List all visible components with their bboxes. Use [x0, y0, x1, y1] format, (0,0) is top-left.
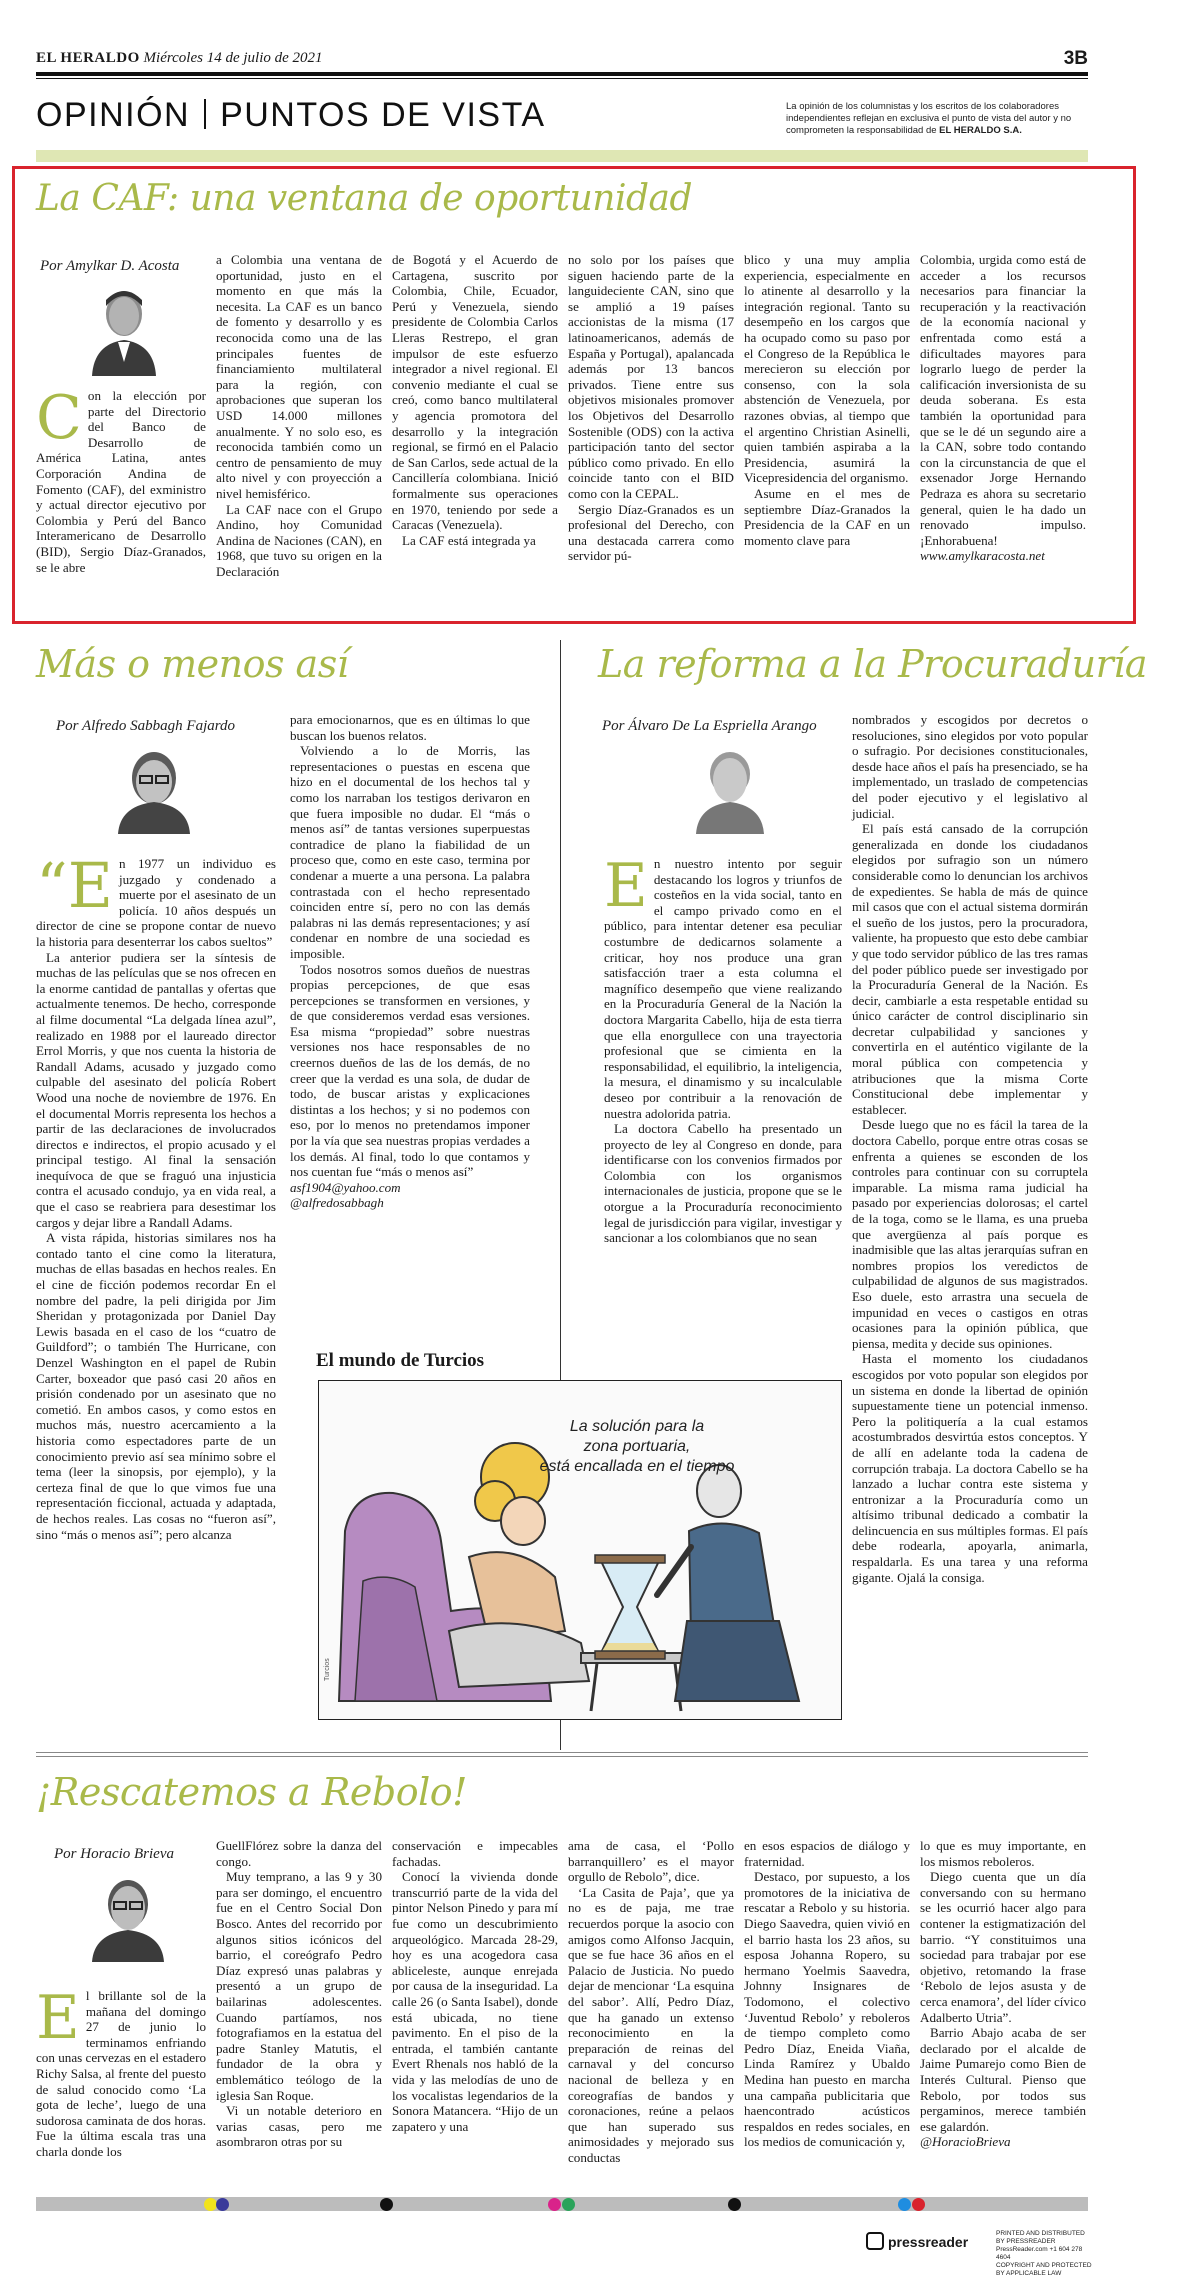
section-accent-bar — [36, 150, 1088, 162]
rebolo-signature: @HoracioBrieva — [920, 2134, 1011, 2150]
rebolo-column-2: GuellFlórez sobre la danza del congo. Muy temprano, a las 9 y 30 para ser domingo, el encuentro fue en el Centro Social Don Bosco. Antes del recorrido por algunos sitios icónicos del barrio, el coreógrafo Pedro Díaz expresó unas palabras y presentó a un grupo de bailarinas adolescentes. Cuando partíamos, nos fotografiamos en la estatua del padre Stanley Matutis, el fundador de la obra y emblemático teólogo de la iglesia San Roque. Vi un notable deterioro en varias casas, pero me asombraron otras por su — [216, 1838, 382, 2150]
author-portrait-brieva — [86, 1868, 170, 1962]
pressreader-info: PRINTED AND DISTRIBUTED BY PRESSREADER PressReader.com +1 604 278 4604 COPYRIGHT AND PROTECTED BY APPLICABLE LAW — [996, 2230, 1092, 2277]
pressreader-icon — [866, 2232, 884, 2250]
header-rule-thin — [36, 78, 1088, 79]
mas-handle: @alfredosabbagh — [290, 1195, 384, 1211]
caf-column-6: Colombia, urgida como está de acceder a los recursos necesarios para financiar la recuperación y la reactivación de la economía nacional y enfrentada como está a dificultades mayores para lograrlo luego de perder la calificación inversionista de su deuda soberana. Es esta también la oportunidad para que se le dé un segundo aire a la CAN, sobre todo contando con la circunstancia de que el exsenador Jorge Hernando Pedraza es ahora su secretario general, quien le ha dado un renovado impulso. ¡Enhorabuena! www.amylkaracosta.net — [920, 252, 1086, 564]
author-portrait-sabbagh — [112, 740, 196, 834]
masthead — [36, 50, 323, 67]
caf-column-1: Con la elección por parte del Directorio del Banco de Desarrollo de América Latina, antes Corporación Andina de Fomento (CAF), del exministro y actual director ejecutivo por Colombia y Perú del Banco Interamericano de Desarrollo (BID), Sergio Díaz-Granados, se le abre — [36, 383, 206, 575]
procuraduria-headline: La reforma a la Procuraduría — [598, 642, 1148, 686]
rebolo-column-1: El brillante sol de la mañana del domingo 27 de junio lo terminamos enfriando con unas cervezas en el estadero Richy Salsa, al frente del puesto de salud conocido como ‘La gota de leche’, luego de una sudorosa caminata de dos horas. Fue la última escala tras una charla donde los — [36, 1983, 206, 2159]
caf-column-4: no solo por los países que siguen haciendo parte de la languideciente CAN, sino que se amplió a 19 países accionistas de la misma (17 latinoamericanos, además de España y Portugal), apalancada además por 13 bancos privados. Tiene entre sus objetivos misionales promover los Objetivos del Desarrollo Sostenible (ODS) con la activa participación tanto del sector público como privado. En ello coincide tanto con el BID como con la CEPAL. Sergio Díaz-Granados es un profesional del Derecho, con una destacada carrera como servidor pú- — [568, 252, 734, 564]
mas-column-1: “E n 1977 un individuo es juzgado y condenado a muerte por el asesinato de un policía. 10 años después un director de cine se propone contar de nuevo la historia para desenterrar los cabos sueltos” La anterior pudiera ser la síntesis de muchas de las películas que se nos ofrecen en la enorme cantidad de pantallas y ofertas que actualmente tenemos. De hecho, corresponde al filme documental “La delgada línea azul”, realizado en 1988 por el laureado director Errol Morris, y que nos cuenta la historia de Randall Adams, acusado y juzgado como culpable del asesinato del policía Robert Wood una noche de noviembre de 1976. En el documental Morris representa los hechos a partir de las declaraciones de involucrados directos e indirectos, el propio acusado y el principal testigo. Al final la sensación inequívoca de que se fraguó una injusticia contra el acusado condujo, ya en vida real, a que el caso se reabriera para desestimar los cargos y dejar libre a Randall Adams. A vista rápida, historias similares nos ha contado tanto el cine como la literatura, muchas de ellas basadas en hechos reales. En el cine de ficción podemos recordar En el nombre del padre, la peli dirigida por Jim Sheridan y protagonizada por Daniel Day Lewis basada en el caso de los “cuatro de Guildford”; o también The Hurricane, con Denzel Washington en el papel de Rubin Carter, boxeador que pasó casi 20 años en prisión condenado por un asesinato que no cometió. En ambos casos, y como estos en muchos más, nuestro acercamiento a la historia como espectadores parte de un conocimiento previo así sea mínimo sobre el tema (leer la sinopsis, por ejemplo), y la certeza final de que lo que vimos fue una representación ficcional, actuada y adaptada, de hechos reales. Las cosas no “fueron así”, sino “más o menos así”; pero alcanza — [36, 849, 276, 1542]
cartoon-caption-line-3: está encallada en el tiempo — [539, 1458, 735, 1475]
caf-column-2: a Colombia una ventana de oportunidad, justo en el momento en que más la necesita. La CAF es un banco de fomento y desarrollo y es reconocida como una de las principales fuentes de financiamiento multilateral para la región, con aprobaciones que superan los USD 14.000 millones anualmente. Y no solo eso, es reconocida también como un centro de pensamiento de muy alto nivel y con proyección a nivel hemisférico. La CAF nace con el Grupo Andino, hoy Comunidad Andina de Naciones (CAN), en 1968, que tuvo su origen en la Declaración — [216, 252, 382, 579]
issue-date: Miércoles 14 de julio de 2021 — [143, 50, 323, 66]
mas-dropcap: “E — [36, 849, 113, 922]
rebolo-column-5: en esos espacios de diálogo y fraternidad. Destaco, por supuesto, a los promotores de la iniciativa de rescatar a Rebolo y su historia. Diego Saavedra, quien vivió en el barrio hasta los 23 años, su esposa Johanna Ropero, su hermano Yoelmis Saavedra, Johnny Insignares de Todomono, el colectivo ‘Juventud Rebolo’ y reboleros de tiempo completo como Pedro Díaz, Eneida Viaña, Linda Ramírez y Ubaldo Medina han puesto en marcha una campaña publicitaria que haencontrado acústicos respaldos en redes sociales, en los medios de comunicación y, — [744, 1838, 910, 2150]
subsection-name: PUNTOS DE VISTA — [220, 96, 546, 134]
mas-column-2: para emocionarnos, que es en últimas lo que buscan los buenos relatos. Volviendo a lo de Morris, las representaciones o puestas en escena que hizo en el documental de los hechos tal y como los narraban los testigos derivaron en que fuera imposible no dudar. El “más o menos así” de tantas versiones superpuestas contradice de plano la fiabilidad de un proceso que, como en este caso, termina por condenar a muerte a una persona. La palabra contrastada con el hecho representado coinciden entre sí, pero no con las demás palabras ni las demás representaciones; y así condenar en nombre de una sociedad es imposible. Todos nosotros somos dueños de nuestras propias percepciones, de que esas percepciones se transformen en versiones, y de que consideremos verdad esas versiones. Esa misma “propiedad” sobre nuestras versiones nos hace responsables de no creernos dueños de las de los demás, de no creer que la verdad es una sola, de dudar de todo, de buscar aristas y explicaciones distintas a los hechos; y si no podemos con eso, por lo menos no pretendamos imponer por la vía que sea nuestras propias verdades a los demás. Al final, todo lo que contamos y nos cuentan fue “más o menos así” asf1904@yahoo.com @alfredosabbagh — [290, 712, 530, 1211]
cartoon-signature: Turcios — [324, 1658, 331, 1681]
rebolo-column-3: conservación e impecables fachadas. Conocí la vivienda donde transcurrió parte de la vida del pintor Nelson Pinedo y para mí fue como un descubrimiento arqueológico. Marcada 28-29, hoy es una acogedora casa ablicelestе, aunque enrejada por causa de la inseguridad. La calle 26 (o Santa Isabel), donde está ubicada, no tiene pavimento. En el piso de la entrada, el también cantante Evert Rhenals nos habló de la vida y las melodías de uno de los vocalistas legendarios de la Sonora Matancera. “Hijo de un zapatero y una — [392, 1838, 558, 2134]
mas-email: asf1904@yahoo.com — [290, 1179, 401, 1195]
registration-dot-black-2 — [728, 2198, 741, 2211]
registration-dot-magenta — [548, 2198, 561, 2211]
registration-dot-blue — [216, 2198, 229, 2211]
caf-column-3: de Bogotá y el Acuerdo de Cartagena, suscrito por Colombia, Chile, Ecuador, Perú y Venezuela, siendo presidente de Colombia Carlos Lleras Restrepo, el gran impulsor de este esfuerzo integrador a nivel regional. El convenio mediante el cual se creó, como banco multilateral y agencia promotora del desarrollo y la integración regional, se firmó en el Palacio de San Carlos, sede actual de la Cancillería colombiana. Inició formalmente sus operaciones en 1970, teniendo por sede a Caracas (Venezuela). La CAF está integrada ya — [392, 252, 558, 548]
section-divider — [36, 1752, 1088, 1753]
registration-dot-green — [562, 2198, 575, 2211]
procuraduria-column-1: En nuestro intento por seguir destacando los logros y triunfos de costeños en la vida social, tanto en el campo privado como en el público, para intentar detener esa peculiar costumbre de dedicarnos solamente a criticar, hoy nos produce una gran satisfacción traer a esta columna el magnífico desempeño que viene realizando en la Procuraduría General de la Nación la doctora Margarita Cabello, hija de esta tierra que ella enorgullece con una trayectoria profesional que se cimienta en la responsabilidad, el equilibrio, la inteligencia, la mesura, el dinamismo y su incalculable deseo por contribuir a la renovación de nuestra adolorida patria. La doctora Cabello ha presentado un proyecto de ley al Congreso en donde, para identificarse con los convenios firmados por Colombia con los organismos internacionales de justicia, propone que se le otorgue a la Procuraduría reconocimiento legal de jurisdicción para vigilar, investigar y sancionar a los colombianos que no sean — [604, 851, 842, 1246]
procuraduria-dropcap: E — [604, 851, 648, 921]
paper-name: EL HERALDO — [36, 50, 140, 66]
mas-byline: Por Alfredo Sabbagh Fajardo — [56, 718, 236, 734]
caf-signature: www.amylkaracosta.net — [920, 548, 1045, 564]
header-rule — [36, 72, 1088, 76]
section-name: OPINIÓN — [36, 96, 191, 134]
mas-headline: Más o menos así — [36, 642, 349, 686]
author-portrait-espriella — [688, 740, 772, 834]
section-title — [36, 96, 546, 135]
pressreader-logo: pressreader — [866, 2232, 968, 2250]
rebolo-column-6: lo que es muy importante, en los mismos reboleros. Diego cuenta que un día conversando con su hermano se les ocurrió hacer algo para contener la estigmatización del barrio. “Y constituimos una sociedad para trabajar por ese objetivo, retomando la frase ‘Rebolo de lejos asusta y de cerca enamora’, del líder cívico Adalberto Utria”. Barrio Abajo acaba de ser declarado por el alcalde de Jaime Pumarejo como Bien de Interés Cultural. Pienso que Rebolo, por todos sus pergaminos, merece también ese galardón. @HoracioBrieva — [920, 1838, 1086, 2150]
disclaimer: La opinión de los columnistas y los escritos de los colaboradores independientes reflejan en exclusiva el punto de vista del autor y no comprometen la responsabilidad de EL HERALDO S.A. — [786, 101, 1072, 136]
rebolo-dropcap: E — [36, 1983, 80, 2053]
page-number: 3B — [1063, 48, 1088, 69]
rebolo-headline: ¡Rescatemos a Rebolo! — [36, 1770, 467, 1814]
registration-dot-cyan — [898, 2198, 911, 2211]
cartoon-caption-line-1: La solución para la — [569, 1418, 705, 1435]
procuraduria-byline: Por Álvaro De La Espriella Arango — [602, 718, 817, 734]
registration-dot-black — [380, 2198, 393, 2211]
caf-column-5: blico y una muy amplia experiencia, especialmente en lo atinente al desarrollo y la integración regional. Tanto su desempeño en los cargos que ha ocupado como su paso por el Congreso de la República le merecieron su elección por consenso, con la sola abstención de Venezuela, por razones obvias, al tiempo que el argentino Christian Asinelli, quien también aspiraba a la Presidencia, asumirá la Vicepresidencia del organismo. Asume en el mes de septiembre Díaz-Granados la Presidencia de la CAF en un momento clave para — [744, 252, 910, 548]
caf-dropcap: C — [36, 383, 82, 453]
editorial-cartoon — [318, 1380, 842, 1720]
rebolo-column-4: ama de casa, el ‘Pollo barranquillero’ es el mayor orgullo de Rebolo”, dice. ‘La Casita de Paja’, que ya no es de paja, me trae recuerdos porque la asocio con amigos como Alfonso Jacquin, que se fue hace 36 años en el Palacio de Justicia. No puedo dejar de mencionar ‘La esquina del sabor’. Allí, Pedro Díaz, que ha ganado un extenso reconocimiento en la preparación de reinas del carnaval y del concurso nacional de belleza y en coreografías de bandos y coronaciones, reúne a pelaos que han superado sus animosidades y mejorado sus conductas — [568, 1838, 734, 2165]
cartoon-illustration — [319, 1381, 841, 1719]
caf-byline: Por Amylkar D. Acosta — [40, 258, 180, 274]
cartoon-caption-line-2: zona portuaria, — [583, 1438, 691, 1455]
registration-dot-red — [912, 2198, 925, 2211]
cartoon-title: El mundo de Turcios — [316, 1350, 485, 1371]
section-divider-2 — [36, 1756, 1088, 1757]
caf-headline: La CAF: una ventana de oportunidad — [36, 178, 693, 219]
author-portrait-acosta — [84, 282, 164, 376]
procuraduria-column-2: nombrados y escogidos por decretos o resoluciones, sino elegidos por voto popular o sufragio. Por decisiones constitucionales, desde hace años el país ha presenciado, se ha implementado, un traslado de competencias del poder ejecutivo y el legislativo al judicial. El país está cansado de la corrupción generalizada en donde los ciudadanos elegidos por sufragio son un número considerable como lo denuncian los archivos de expedientes. Se habla de más de quince mil casos que con el actual sistema dormirán el sueño de los justos, pero la procuradora, valiente, ha propuesto que esto debe cambiar y que todo servidor público de las tres ramas del poder público puede ser investigado por la Procuraduría General de la Nación. Es decir, cambiarle a esta respetable entidad su único carácter de control disciplinario sin decretar culpabilidad y sanciones y convertirla en el auténtico vigilante de la moral pública con competencia y atribuciones que la misma Corte Constitucional debe implementar y establecer. Desde luego que no es fácil la tarea de la doctora Cabello, porque entre otras cosas se enfrenta a quienes se esconden de los controles para continuar con su corruptela imparable. La misma rama judicial ha pasado por experiencias dolorosas; el cartel de la toga, como se le llama, es una prueba que avergüenza al país porque es inadmisible que las altas jerarquías sufran en nombres propios los veredictos de culpabilidad de algunos de sus magistrados. Eso duele, esto arrastra una secuela de impunidad en veces o castigos en otras ocasiones para la opinión pública, que piensa, medita y decide sus opiniones. Hasta el momento los ciudadanos escogidos por voto popular son elegidos por un sistema en donde la libertad de opinión supuestamente tiene un potencial inmenso. Pero la politiquería a la cual estamos acostumbrados desvirtúa estos conceptos. Y de allí en adelante toda la cadena de corrupción trabaja. La doctora Cabello se ha lanzado a luchar contra este sistema y entronizar a la Procuraduría como un altísimo tribunal dedicado a combatir la delincuencia en sus múltiples formas. El país debe rodearla, apoyarla, animarla, respaldarla. Es una tarea y una reforma gigante. Ojalá la consiga. — [852, 712, 1088, 1585]
rebolo-byline: Por Horacio Brieva — [54, 1846, 174, 1862]
